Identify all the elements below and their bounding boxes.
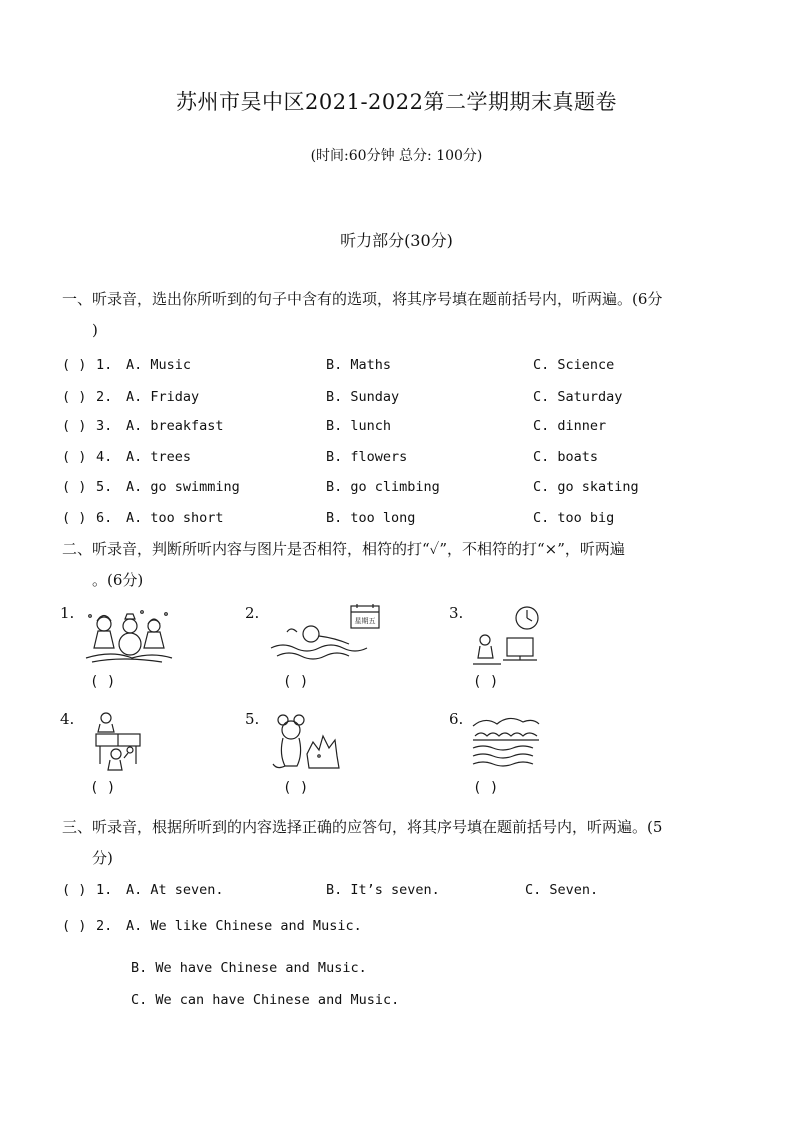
swimming-calendar-icon (267, 604, 387, 666)
page-title: 苏州市吴中区2021-2022第二学期期末真题卷 (176, 90, 617, 114)
option-b: B. go climbing (326, 479, 440, 495)
question-number: 2. (96, 389, 113, 405)
answer-blank[interactable]: ( ) (62, 882, 87, 898)
table-tennis-icon (82, 710, 152, 772)
part3-title-line2: 分) (92, 849, 113, 867)
part3-question-1 (62, 882, 742, 904)
answer-blank[interactable]: ( ) (62, 479, 87, 495)
option-a: A. At seven. (126, 882, 224, 898)
clock-computer-icon (471, 604, 561, 666)
option-c: C. too big (533, 510, 615, 526)
option-c: C. Saturday (533, 389, 623, 405)
picture-item-5 (245, 710, 395, 800)
option-a: A. trees (126, 449, 192, 465)
part1-instructions (62, 284, 742, 346)
question-number: 6. (96, 510, 113, 526)
question-number: 4. (96, 449, 113, 465)
option-a: A. Music (126, 357, 192, 373)
option-b: B. flowers (326, 449, 408, 465)
option-b: B. Maths (326, 357, 392, 373)
option-a: A. breakfast (126, 418, 224, 434)
part1-title-line1: 一、听录音，选出你所听到的句子中含有的选项，将其序号填在题前括号内，听两遍。(6分 (62, 290, 663, 308)
option-c: C. Seven. (525, 882, 599, 898)
option-b: B. It’s seven. (326, 882, 440, 898)
part1-question-3 (62, 418, 742, 440)
question-number: 2. (96, 918, 113, 934)
snowman-kids-icon (82, 604, 174, 666)
picture-number: 5. (245, 710, 260, 728)
river-landscape-icon (471, 710, 541, 772)
part1-question-4 (62, 449, 742, 471)
answer-blank[interactable]: ( ) (473, 674, 499, 690)
option-a: A. Friday (126, 389, 200, 405)
option-b: B. We have Chinese and Music. (131, 960, 367, 976)
part2-title-line1: 二、听录音，判断所听内容与图片是否相符，相符的打“✓”，不相符的打“×”，听两遍 (62, 540, 625, 558)
answer-blank[interactable]: ( ) (62, 389, 87, 405)
option-c: C. dinner (533, 418, 607, 434)
part3-instructions (62, 812, 742, 874)
picture-number: 1. (60, 604, 75, 622)
answer-blank[interactable]: ( ) (473, 780, 499, 796)
answer-blank[interactable]: ( ) (62, 449, 87, 465)
option-a: A. We like Chinese and Music. (126, 918, 362, 934)
part1-question-1 (62, 357, 742, 379)
section-heading: 听力部分(30分) (340, 231, 453, 250)
answer-blank[interactable]: ( ) (62, 510, 87, 526)
answer-blank[interactable]: ( ) (62, 918, 87, 934)
picture-number: 2. (245, 604, 260, 622)
answer-blank[interactable]: ( ) (283, 674, 309, 690)
question-number: 1. (96, 882, 113, 898)
picture-number: 6. (449, 710, 464, 728)
option-c: C. go skating (533, 479, 639, 495)
option-c: C. boats (533, 449, 599, 465)
part1-question-6 (62, 510, 742, 532)
exam-info: (时间:60分钟 总分: 100分) (310, 148, 483, 164)
option-b: B. lunch (326, 418, 392, 434)
calendar-label: 星期五 (354, 617, 376, 625)
answer-blank[interactable]: ( ) (90, 780, 116, 796)
answer-blank[interactable]: ( ) (62, 357, 87, 373)
option-a: A. go swimming (126, 479, 240, 495)
part3-title-line1: 三、听录音，根据所听到的内容选择正确的应答句，将其序号填在题前括号内，听两遍。(5 (62, 818, 663, 836)
question-number: 1. (96, 357, 113, 373)
part1-title-line2: ) (92, 321, 98, 339)
picture-number: 3. (449, 604, 464, 622)
option-b: B. too long (326, 510, 416, 526)
part2-title-line2: 。(6分) (92, 571, 144, 589)
picture-item-3 (449, 604, 599, 694)
question-number: 3. (96, 418, 113, 434)
question-number: 5. (96, 479, 113, 495)
part1-question-5 (62, 479, 742, 501)
option-c: C. Science (533, 357, 615, 373)
part3-question-2 (62, 918, 742, 940)
answer-blank[interactable]: ( ) (90, 674, 116, 690)
option-a: A. too short (126, 510, 224, 526)
option-b: B. Sunday (326, 389, 400, 405)
picture-number: 4. (60, 710, 75, 728)
picture-item-1 (60, 604, 210, 694)
picture-item-2 (245, 604, 395, 694)
answer-blank[interactable]: ( ) (283, 780, 309, 796)
part1-question-2 (62, 389, 742, 411)
picture-item-6 (449, 710, 599, 800)
part2-instructions (62, 534, 742, 596)
option-c: C. We can have Chinese and Music. (131, 992, 400, 1008)
answer-blank[interactable]: ( ) (62, 418, 87, 434)
mouse-hedgehog-icon (267, 710, 347, 772)
picture-item-4 (60, 710, 210, 800)
